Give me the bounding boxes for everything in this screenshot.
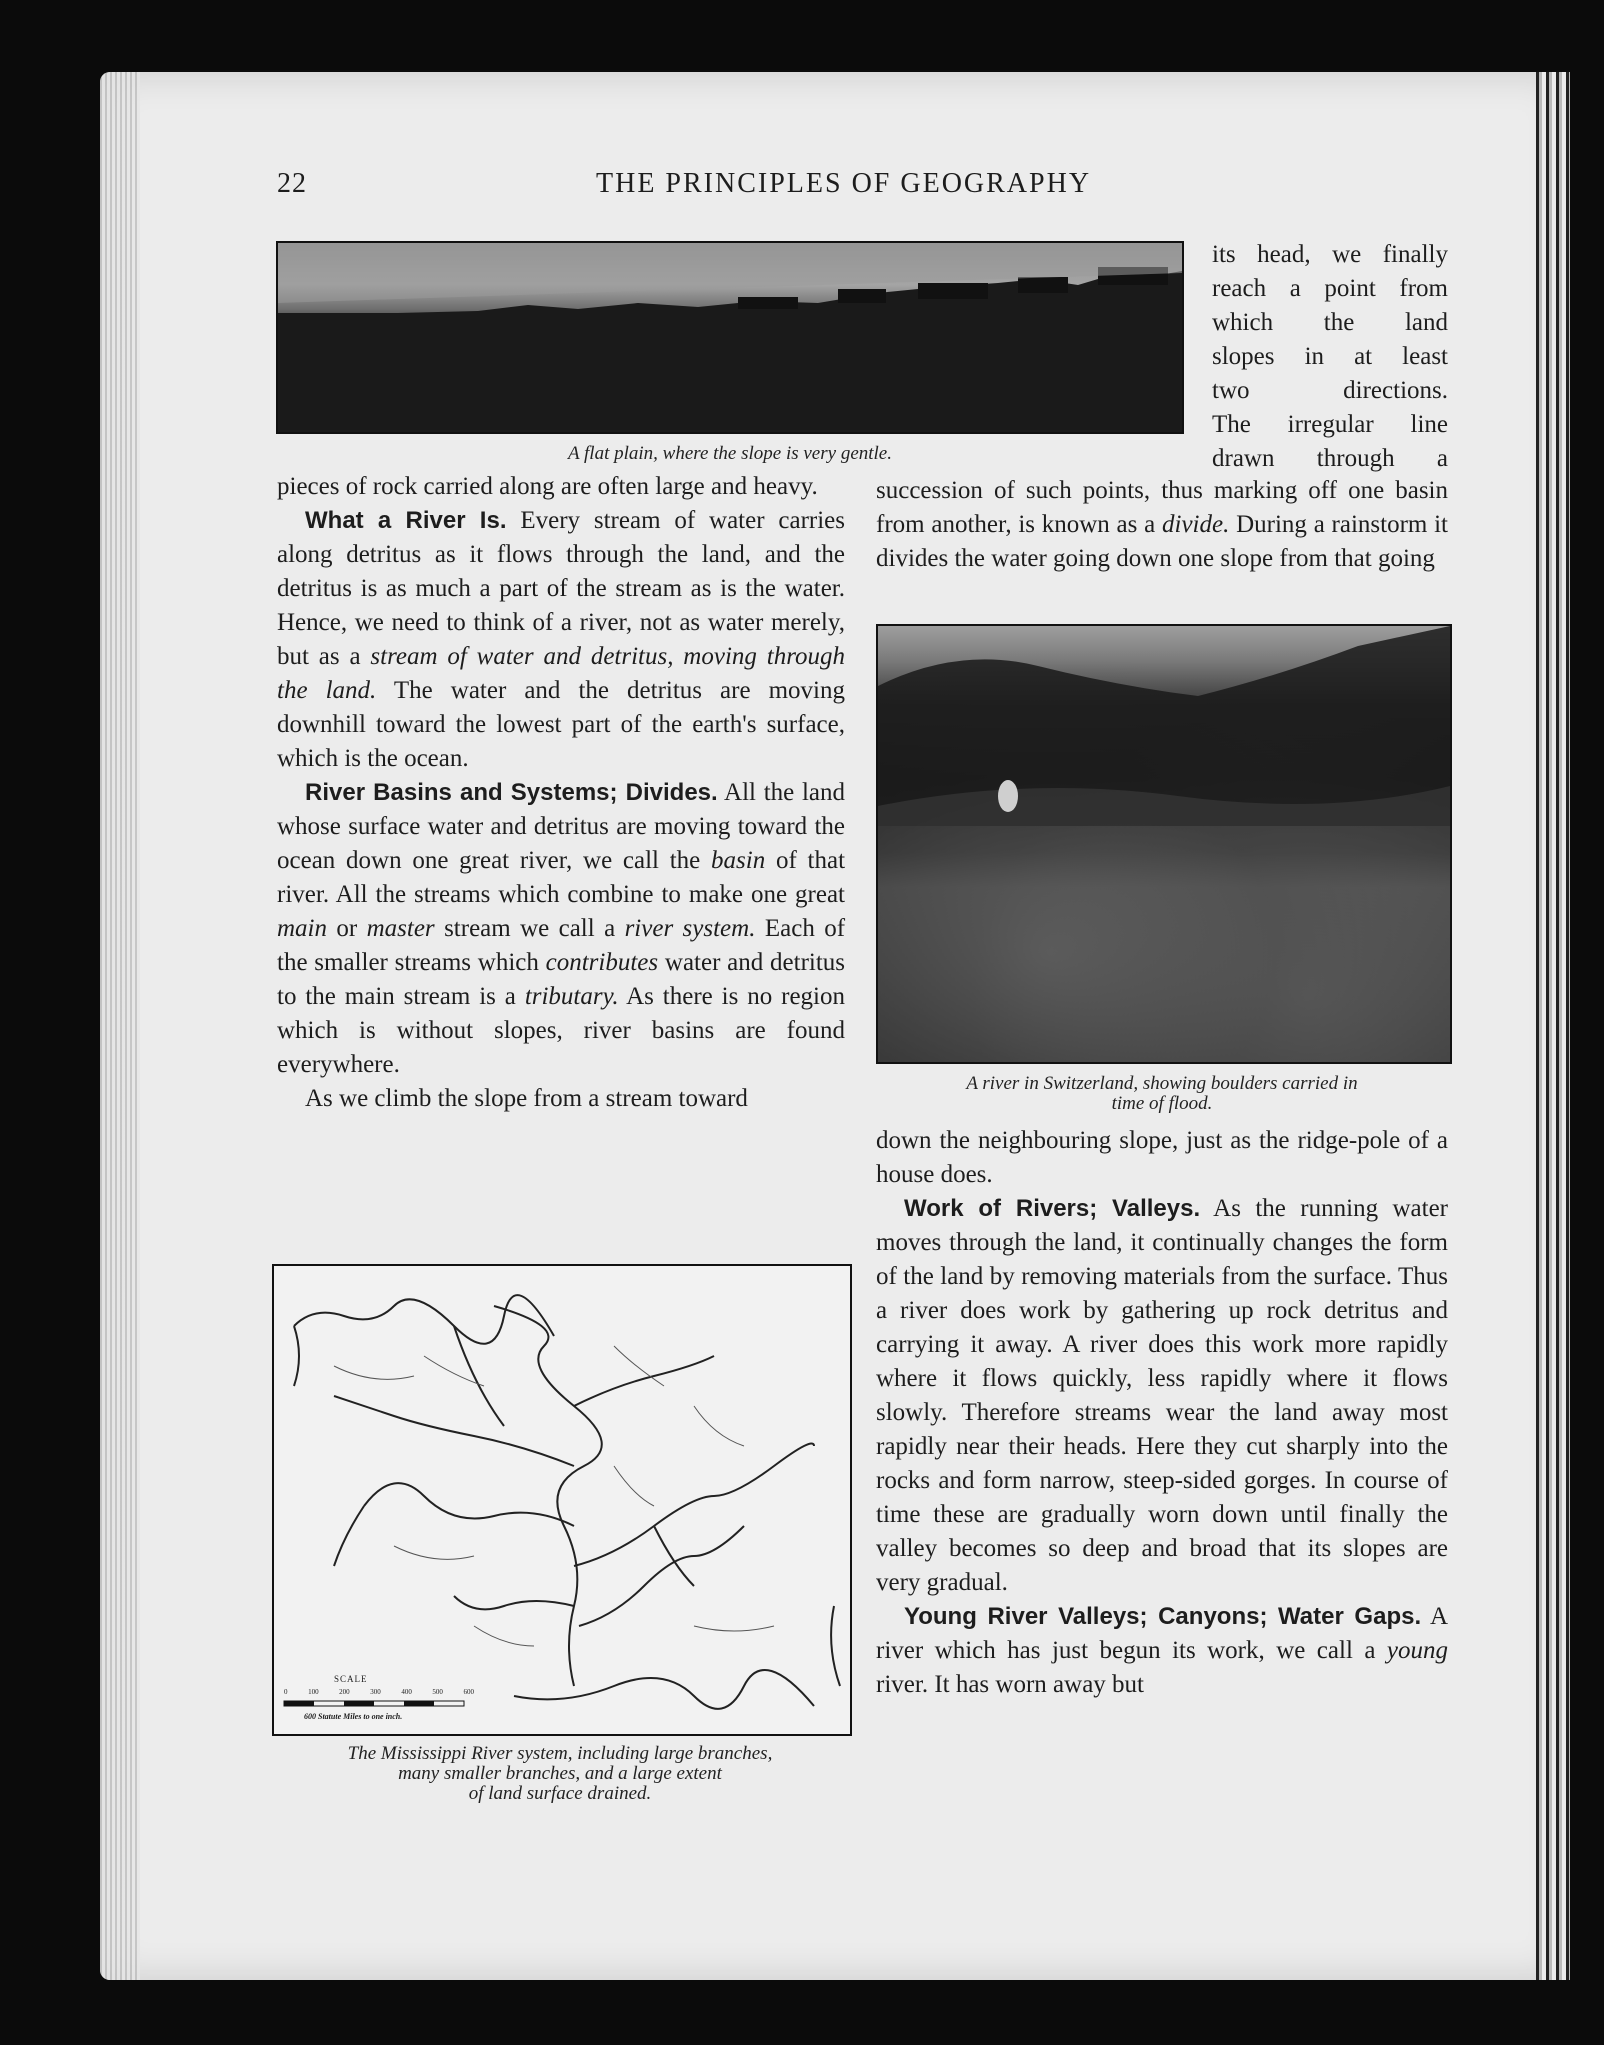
- paragraph: pieces of rock carried along are often large and heavy.: [277, 473, 818, 500]
- text-span: succession of such points, thus marking off one basin from another, is known as a: [876, 477, 1448, 538]
- paragraph-river-basins: [277, 776, 845, 1082]
- plain-silhouette-image: [278, 243, 1182, 432]
- text-line: drawn through a: [1212, 445, 1448, 472]
- paragraph-young-river-valleys: [876, 1600, 1448, 1702]
- divide-paragraph: [876, 474, 1448, 576]
- text-line: its head, we finally: [1212, 241, 1448, 268]
- map-scale-bar: [284, 1701, 464, 1706]
- text-line: slopes in at least: [1212, 343, 1448, 370]
- text-line: two directions.: [1212, 377, 1448, 404]
- scale-tick: 600: [463, 1688, 474, 1696]
- text-span: During a rainstorm it divides the water going down one slope from that going: [876, 511, 1448, 572]
- map-scale-label: SCALE: [334, 1674, 368, 1684]
- scale-tick: 300: [370, 1688, 381, 1696]
- term-river-system: river system.: [624, 915, 756, 942]
- switzerland-river-photo: [876, 624, 1452, 1064]
- text-span: Each of the smaller streams which: [277, 915, 846, 976]
- river-system-map: [274, 1266, 850, 1734]
- text-span: The water and the detritus are moving downhill toward the lowest part of the earth's surface, which is the ocean.: [277, 677, 845, 772]
- caption-line: of land surface drained.: [468, 1783, 652, 1804]
- page-edge: [1536, 72, 1570, 1980]
- scale-tick: 100: [308, 1688, 319, 1696]
- term-tributary: tributary.: [524, 983, 619, 1010]
- term-basin: basin: [711, 847, 766, 874]
- term-divide: divide.: [1162, 511, 1230, 538]
- right-column-lower: [876, 1124, 1448, 1702]
- term-young: young: [1386, 1637, 1448, 1664]
- term-contributes: contributes: [545, 949, 659, 976]
- paragraph-work-of-rivers: [876, 1192, 1448, 1600]
- text-span: of that river. All the streams which combine to make one great: [277, 847, 846, 908]
- map-scale-ticks: [284, 1688, 474, 1696]
- text-span: A river which has just begun its work, we call a: [876, 1603, 1448, 1664]
- plain-caption: A flat plain, where the slope is very gentle.: [568, 443, 892, 464]
- map-scale-note: 600 Statute Miles to one inch.: [304, 1712, 403, 1721]
- scale-tick: 500: [432, 1688, 443, 1696]
- text-span: As the running water moves through the land, it continually changes the form of the land by removing materials from the surface. Thus a river does work by gathering up rock detritus and carrying it away. A river does this work more rapidly where it flows quickly, less rapidly where it flows slowly. Therefore streams wear the land away most rapidly near their heads. Here they cut sharply into the rocks and form narrow, steep-sided gorges. In course of time these are gradually worn down until finally the valley becomes so deep and broad that its slopes are very gradual.: [876, 1195, 1448, 1596]
- switzerland-caption: [876, 1074, 1448, 1114]
- text-span: Every stream of water carries along detritus as it flows through the land, and the detritus is as much a part of the stream as is the water. Hence, we need to think of a river, not as water merely, but as a: [277, 507, 845, 670]
- text-line: reach a point from: [1212, 275, 1448, 302]
- text-span: stream we call a: [444, 915, 616, 942]
- text-span: or: [336, 915, 358, 942]
- flat-plain-photo: [276, 241, 1184, 434]
- running-title: THE PRINCIPLES OF GEOGRAPHY: [596, 168, 1092, 199]
- text-line: which the land: [1212, 309, 1448, 336]
- paragraph: down the neighbouring slope, just as the ridge-pole of a house does.: [876, 1127, 1448, 1188]
- caption-line: time of flood.: [1111, 1093, 1213, 1114]
- left-column: [277, 470, 845, 1116]
- scale-tick: 200: [339, 1688, 350, 1696]
- caption-line: many smaller branches, and a large extent: [398, 1763, 722, 1784]
- section-heading: River Basins and Systems; Divides.: [305, 779, 718, 806]
- text-line: The irregular line: [1212, 411, 1448, 438]
- paragraph-what-a-river-is: [277, 504, 845, 776]
- right-top-lines: [1212, 238, 1448, 476]
- scale-tick: 0: [284, 1688, 288, 1696]
- paragraph-climb: As we climb the slope from a stream toward: [305, 1085, 748, 1112]
- text-span: water and detritus to the main stream is a: [277, 949, 846, 1010]
- mississippi-map: [272, 1264, 852, 1736]
- section-heading: Young River Valleys; Canyons; Water Gaps.: [904, 1603, 1422, 1630]
- term-main: main: [277, 915, 327, 942]
- section-heading: Work of Rivers; Valleys.: [904, 1195, 1201, 1222]
- section-heading: What a River Is.: [305, 507, 507, 534]
- text-span: All the land whose surface water and detritus are moving toward the ocean down one great river, we call the: [277, 779, 846, 874]
- scale-tick: 400: [401, 1688, 412, 1696]
- emphasis: stream of water and detritus, moving through the land.: [277, 643, 845, 704]
- page-number: 22: [277, 168, 307, 199]
- page-binding: [100, 72, 140, 1980]
- caption-line: The Mississippi River system, including large branches,: [347, 1743, 773, 1764]
- map-caption: [262, 1744, 858, 1804]
- term-master: master: [366, 915, 435, 942]
- text-span: river. It has worn away but: [876, 1671, 1144, 1698]
- caption-line: A river in Switzerland, showing boulders carried in: [966, 1073, 1358, 1094]
- mountain-river-image: [878, 626, 1450, 1062]
- text-span: As there is no region which is without slopes, river basins are found everywhere.: [277, 983, 846, 1078]
